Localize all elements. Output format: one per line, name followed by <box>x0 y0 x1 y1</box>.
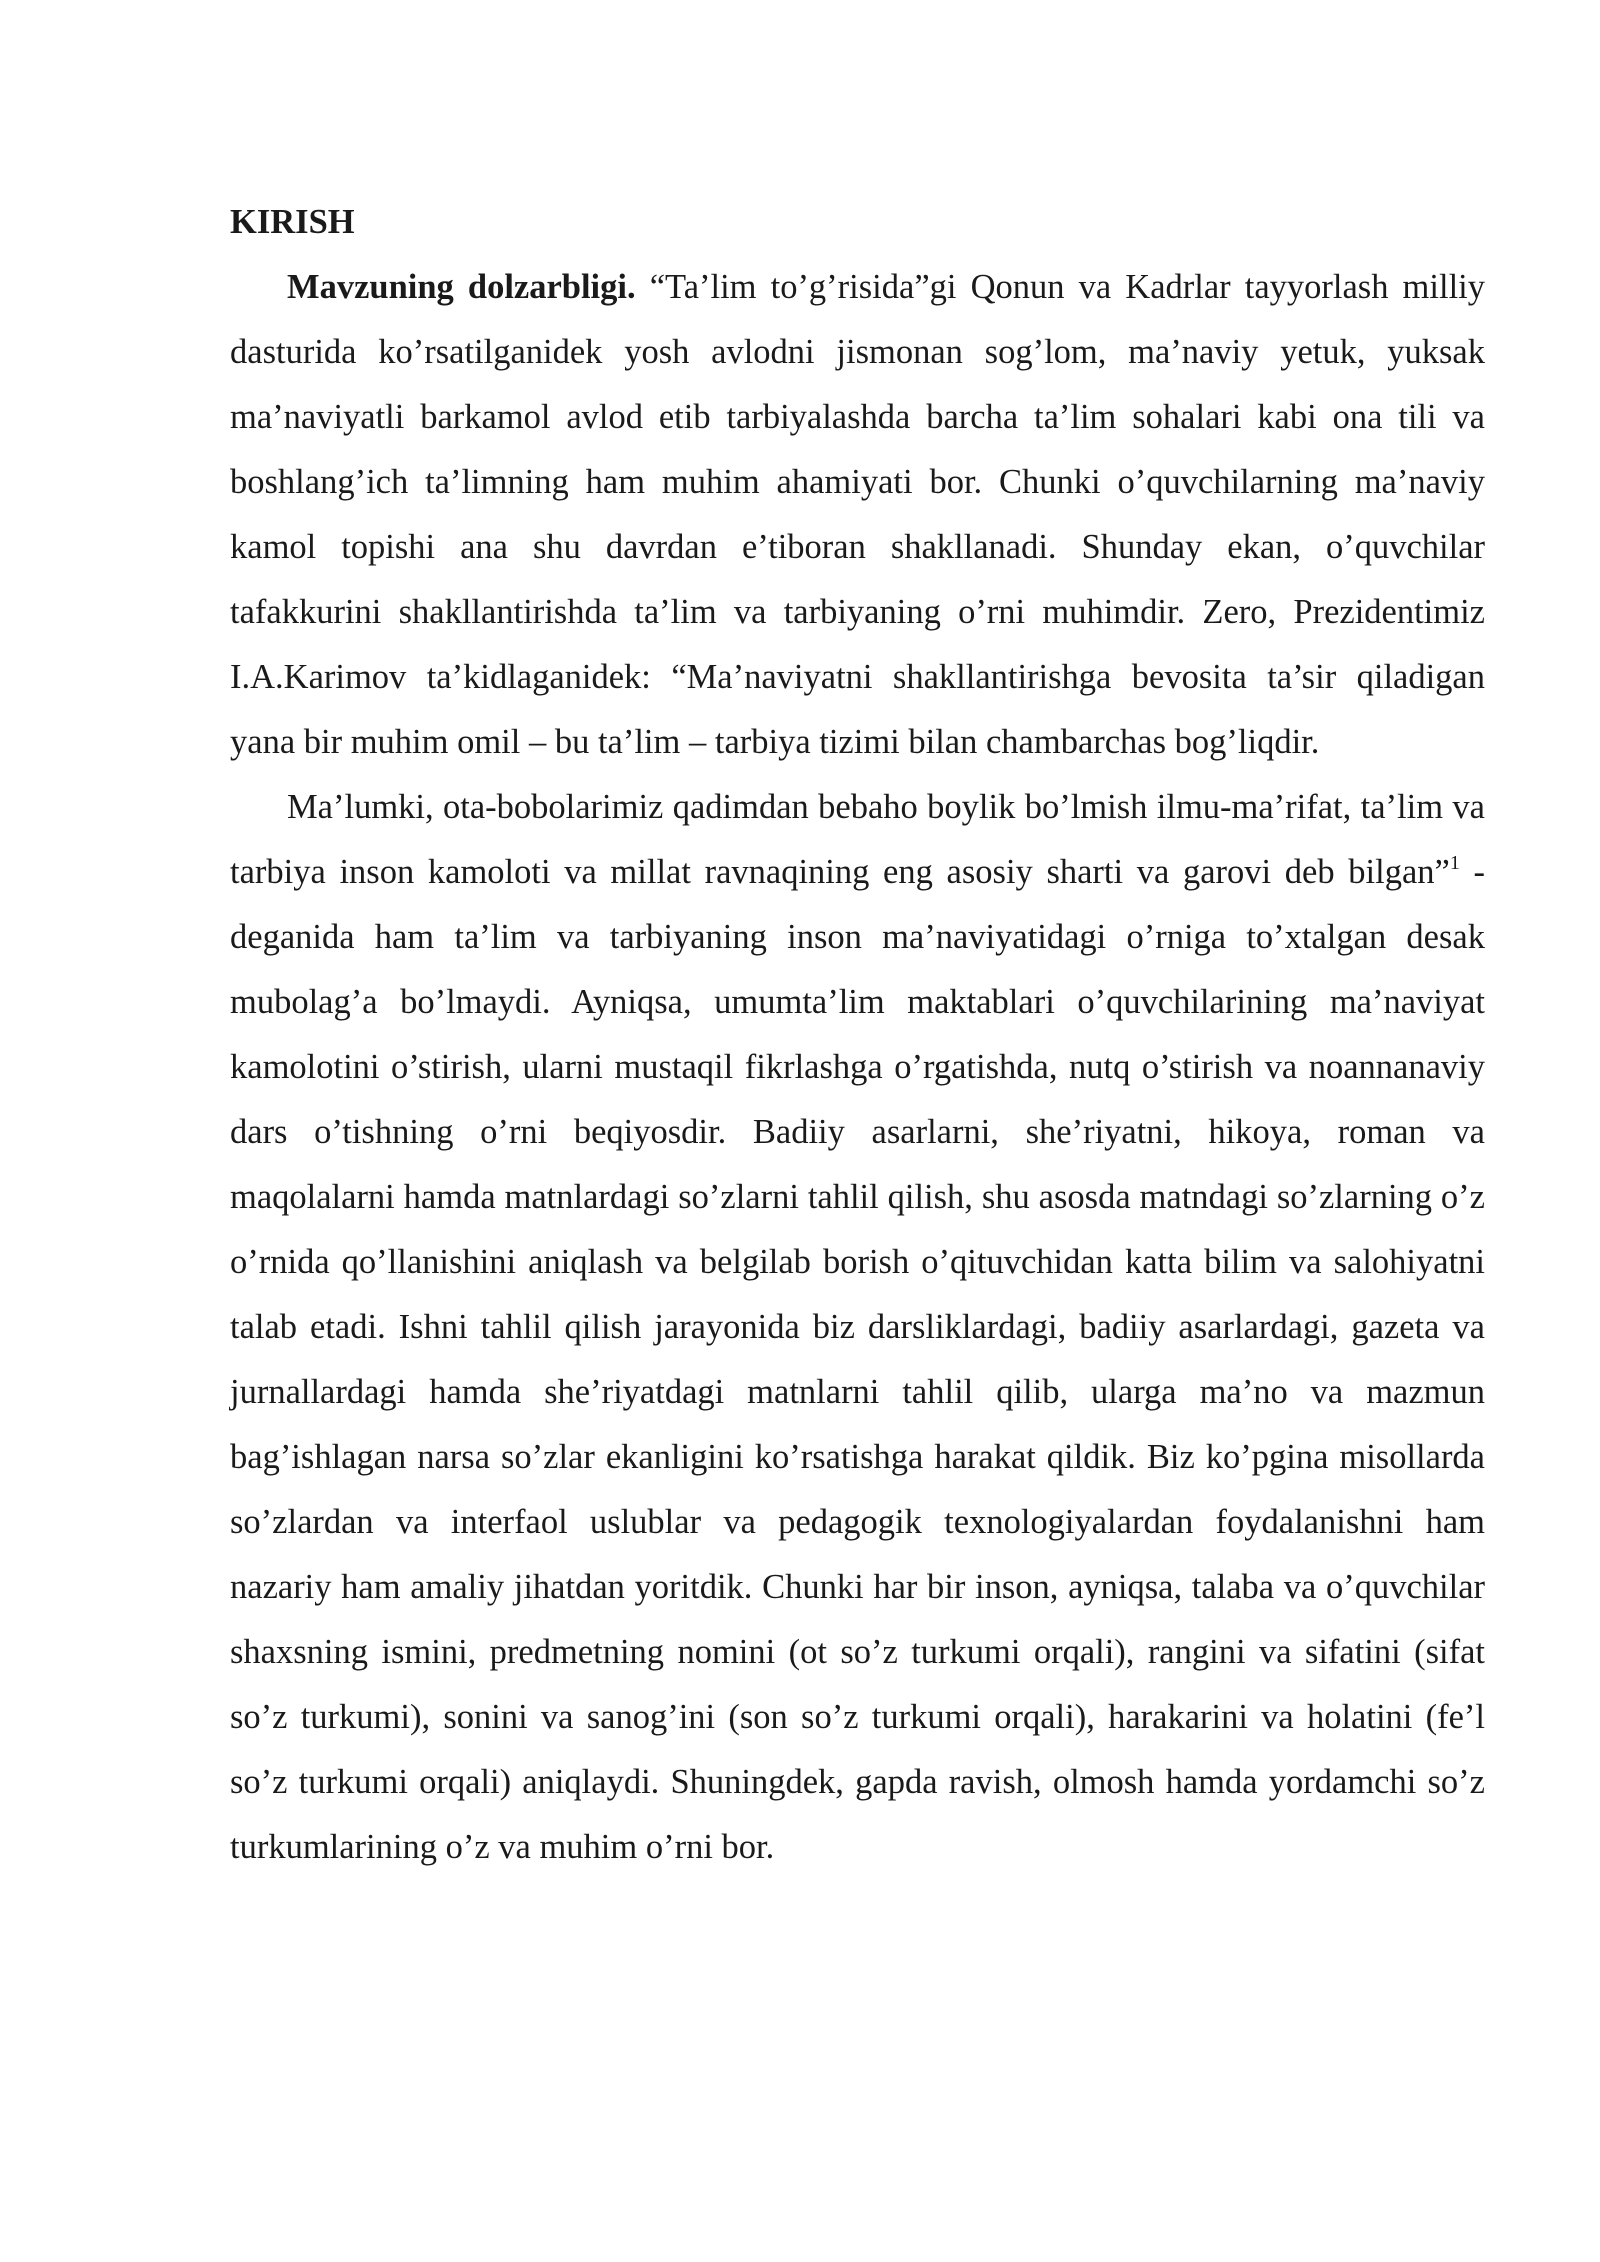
footnote-marker[interactable]: 1 <box>1449 852 1460 874</box>
paragraph-body <box>230 775 1485 1880</box>
paragraph-text: “Ta’lim to’g’risida”gi Qonun va Kadrlar tayyorlash milliy dasturida ko’rsatilganidek yosh avlodni jismonan sog’lom, ma’naviy yetuk, yuksak ma’naviyatli barkamol avlod etib tarbiyalashda barcha ta’lim sohalari kabi ona tili va boshlang’ich ta’limning ham muhim ahamiyati bor. Chunki o’quvchilarning ma’naviy kamol topishi ana shu davrdan e’tiboran shakllanadi. Shunday ekan, o’quvchilar tafakkurini shakllantirishda ta’lim va tarbiyaning o’rni muhimdir. Zero, Prezidentimiz I.A.Karimov ta’kidlaganidek: “Ma’naviyatni shakllantirishga bevosita ta’sir qiladigan yana bir muhim omil – bu ta’lim – tarbiya tizimi bilan chambarchas bog’liqdir. <box>230 268 1485 761</box>
paragraph-text-before-note: Ma’lumki, ota-bobolarimiz qadimdan bebaho boylik bo’lmish ilmu-ma’rifat, ta’lim va tarbiya inson kamoloti va millat ravnaqining eng asosiy sharti va garovi deb bilgan” <box>230 788 1485 891</box>
paragraph-lead: Mavzuning dolzarbligi. <box>287 268 636 306</box>
paragraph-relevance <box>230 255 1485 775</box>
document-page <box>230 190 1485 1880</box>
section-heading: KIRISH <box>230 203 355 241</box>
paragraph-text-after-note: - deganida ham ta’lim va tarbiyaning inson ma’naviyatidagi o’rniga to’xtalgan desak mubolag’a bo’lmaydi. Ayniqsa, umumta’lim maktablari o’quvchilarining ma’naviyat kamolotini o’stirish, ularni mustaqil fikrlashga o’rgatishda, nutq o’stirish va noannanaviy dars o’tishning o’rni beqiyosdir. Badiiy asarlarni, she’riyatni, hikoya, roman va maqolalarni hamda matnlardagi so’zlarni tahlil qilish, shu asosda matndagi so’zlarning o’z o’rnida qo’llanishini aniqlash va belgilab borish o’qituvchidan katta bilim va salohiyatni talab etadi. Ishni tahlil qilish jarayonida biz darsliklardagi, badiiy asarlardagi, gazeta va jurnallardagi hamda she’riyatdagi matnlarni tahlil qilib, ularga ma’no va mazmun bag’ishlagan narsa so’zlar ekanligini ko’rsatishga harakat qildik. Biz ko’pgina misollarda so’zlardan va interfaol uslublar va pedagogik texnologiyalardan foydalanishni ham nazariy ham amaliy jihatdan yoritdik. Chunki har bir inson, ayniqsa, talaba va o’quvchilar shaxsning ismini, predmetning nomini (ot so’z turkumi orqali), rangini va sifatini (sifat so’z turkumi), sonini va sanog’ini (son so’z turkumi orqali), harakarini va holatini (fe’l so’z turkumi orqali) aniqlaydi. Shuningdek, gapda ravish, olmosh hamda yordamchi so’z turkumlarining o’z va muhim o’rni bor. <box>230 853 1485 1866</box>
